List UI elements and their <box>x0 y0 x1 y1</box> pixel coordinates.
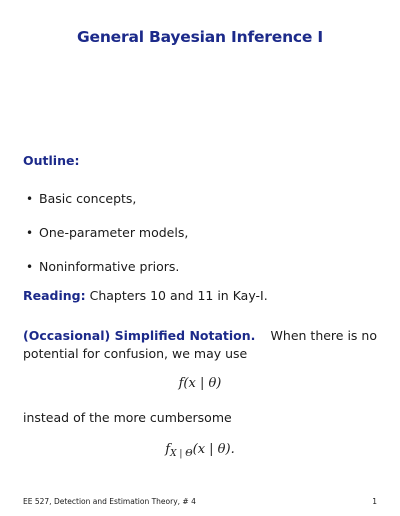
list-item <box>23 190 188 224</box>
footer-page-number: 1 <box>372 497 377 506</box>
notation-label: (Occasional) Simplified Notation. <box>23 328 256 343</box>
outline-heading: Outline: <box>23 153 80 168</box>
footer-course: EE 527, Detection and Estimation Theory, # 4 <box>23 497 196 506</box>
notation-text-2: potential for confusion, we may use <box>23 346 248 361</box>
outline-list <box>23 190 188 292</box>
bullet-icon: • <box>26 260 34 274</box>
formula-subscript: X | Θ <box>170 449 193 459</box>
reading-text: Chapters 10 and 11 in Kay-I. <box>89 288 268 303</box>
list-item <box>23 258 188 292</box>
bullet-icon: • <box>26 226 34 240</box>
list-item-text: One-parameter models, <box>39 225 189 240</box>
formula-full <box>0 442 400 459</box>
notation-text-1: When there is no <box>270 328 377 343</box>
list-item <box>23 224 188 258</box>
list-item-text: Basic concepts, <box>39 191 137 206</box>
slide-title: General Bayesian Inference I <box>77 28 323 46</box>
bullet-icon: • <box>26 192 34 206</box>
formula-simple: f(x | θ) <box>178 376 222 391</box>
reading-label: Reading: <box>23 288 86 303</box>
notation-paragraph <box>23 327 377 363</box>
formula-main: f <box>165 442 171 457</box>
list-item-text: Noninformative priors. <box>39 259 180 274</box>
formula-args: (x | θ). <box>192 442 235 457</box>
reading-line <box>23 288 268 303</box>
middle-text: instead of the more cumbersome <box>23 410 232 425</box>
